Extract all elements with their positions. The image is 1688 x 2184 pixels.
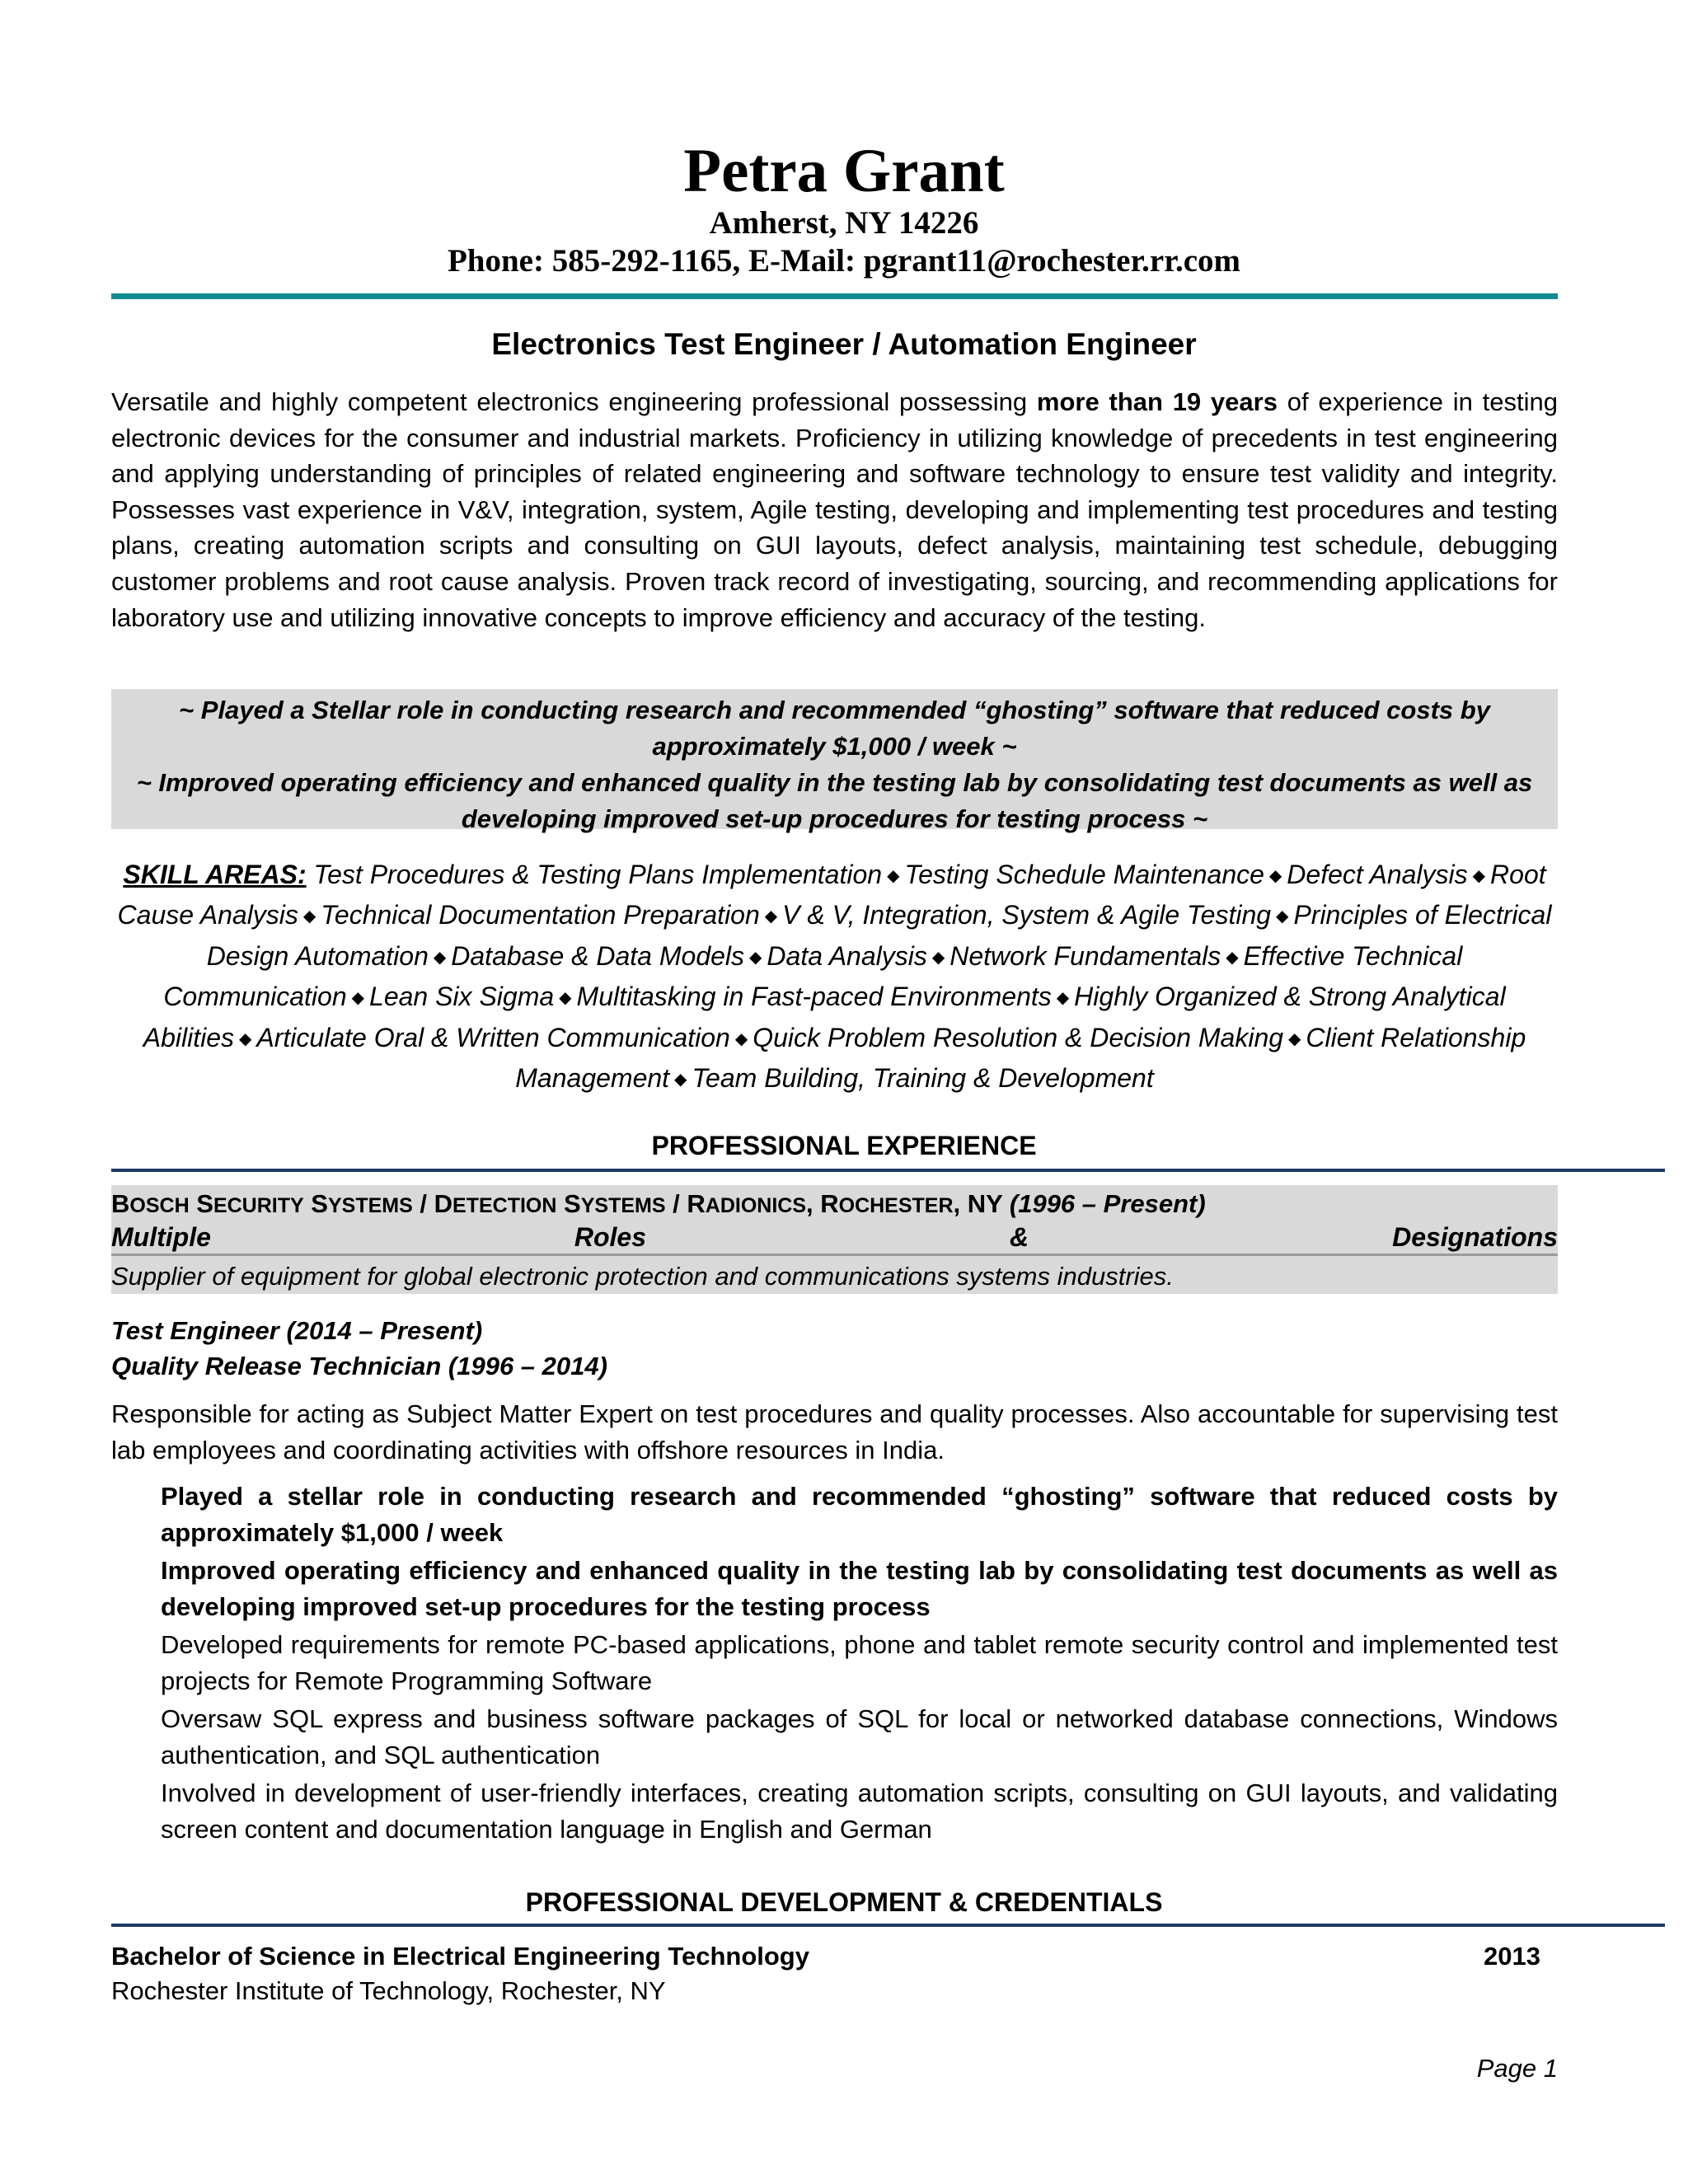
candidate-contact: Phone: 585-292-1165, E-Mail: pgrant11@rochester.rr.com [447, 243, 1241, 279]
skill-item: Highly Organized & Strong Analytical Abilities [143, 982, 1506, 1052]
skill-item: Multitasking in Fast-paced Environments [576, 982, 1052, 1012]
skill-item: Articulate Oral & Written Communication [256, 1022, 730, 1052]
employer-name: BOSCH SECURITY SYSTEMS / DETECTION SYSTEMS / RADIONICS, ROCHESTER, NY (1996 – Present) [111, 1189, 1206, 1218]
bullet-icon [111, 1775, 161, 1847]
page-number: Page 1 [1476, 2054, 1558, 2083]
bullet-icon [111, 1627, 161, 1699]
diamond-bullet-icon: ◆ [559, 989, 572, 1008]
diamond-bullet-icon: ◆ [764, 907, 778, 926]
bullet-icon [111, 1701, 161, 1773]
skill-areas-label: SKILL AREAS: [123, 860, 307, 889]
skill-item: Effective Technical Communication [163, 940, 1463, 1012]
school-name: Rochester Institute of Technology, Rochester, NY [111, 1976, 666, 2005]
diamond-bullet-icon: ◆ [674, 1071, 687, 1090]
skill-item: Technical Documentation Preparation [321, 900, 760, 930]
diamond-bullet-icon: ◆ [749, 948, 762, 967]
candidate-name: Petra Grant [683, 137, 1005, 205]
company-description: Supplier of equipment for global electronic protection and communications systems industries. [111, 1262, 1174, 1291]
achievement-item: Oversaw SQL express and business software packages of SQL for local or networked database connections, Windows authentication, and SQL authentication [111, 1701, 1558, 1773]
summary-text-end: of experience in testing electronic devices for the consumer and industrial markets. Proficiency in utilizing knowledge of precedents in test engineering and applying understanding of principles of related engineering and software technology to ensure test validity and integrity. Possesses vast experience in V&V, integration, system, Agile testing, developing and implementing test procedures and testing plans, creating automation scripts and consulting on GUI layouts, defect analysis, maintaining test schedule, debugging customer problems and root cause analysis. Proven track record of investigating, sourcing, and recommending applications for laboratory use and utilizing innovative concepts to improve efficiency and accuracy of the testing. [111, 387, 1558, 632]
skill-item: Quick Problem Resolution & Decision Making [753, 1022, 1284, 1052]
role-title: Test Engineer (2014 – Present) [111, 1316, 483, 1345]
skill-item: Database & Data Models [451, 940, 745, 971]
skill-item: Testing Schedule Maintenance [904, 860, 1264, 889]
degree-year: 2013 [1484, 1942, 1540, 1971]
achievement-item: Developed requirements for remote PC-based applications, phone and tablet remote security control and implemented test projects for Remote Programming Software [111, 1627, 1558, 1699]
education-divider [111, 1924, 1665, 1927]
diamond-bullet-icon: ◆ [1268, 867, 1282, 885]
summary-paragraph [111, 384, 1558, 635]
bullet-icon [111, 1553, 161, 1624]
skill-item: Team Building, Training & Development [692, 1063, 1154, 1094]
roles-line: Multiple Roles & Designations [111, 1222, 1558, 1252]
diamond-bullet-icon: ◆ [433, 948, 447, 967]
skill-areas [111, 855, 1558, 1099]
skill-item: Principles of Electrical Design Automation [206, 900, 1552, 971]
summary-emphasis: more than 19 years [1036, 387, 1278, 416]
highlight-item: ~ Played a Stellar role in conducting research and recommended “ghosting” software that reduced costs by approximately $1,000 / week ~ [179, 696, 1490, 761]
experience-heading: PROFESSIONAL EXPERIENCE [651, 1131, 1037, 1160]
diamond-bullet-icon: ◆ [239, 1029, 252, 1048]
skill-item: Network Fundamentals [950, 940, 1221, 971]
responsibility-paragraph: Responsible for acting as Subject Matter Expert on test procedures and quality processes. Also accountable for supervising test lab employees and coordinating activities with offshore resources in India. [111, 1399, 1558, 1465]
skill-item: Root Cause Analysis [117, 860, 1546, 930]
diamond-bullet-icon: ◆ [931, 948, 945, 967]
diamond-bullet-icon: ◆ [302, 907, 316, 926]
diamond-bullet-icon: ◆ [1276, 907, 1289, 926]
diamond-bullet-icon: ◆ [1288, 1029, 1301, 1048]
diamond-bullet-icon: ◆ [351, 989, 365, 1008]
degree-title: Bachelor of Science in Electrical Engineering Technology [111, 1942, 809, 1971]
bullet-icon [111, 1479, 161, 1550]
headline: Electronics Test Engineer / Automation Engineer [491, 327, 1197, 361]
achievement-item: Improved operating efficiency and enhanced quality in the testing lab by consolidating test documents as well as developing improved set-up procedures for the testing process [111, 1553, 1558, 1624]
skill-item: Client Relationship Management [515, 1022, 1526, 1094]
header-divider [111, 293, 1558, 299]
skill-item: V & V, Integration, System & Agile Testing [782, 900, 1272, 930]
skill-item: Lean Six Sigma [369, 982, 555, 1012]
skill-item: Defect Analysis [1287, 860, 1468, 889]
diamond-bullet-icon: ◆ [1056, 989, 1070, 1008]
education-heading: PROFESSIONAL DEVELOPMENT & CREDENTIALS [525, 1887, 1163, 1917]
achievement-item: Involved in development of user-friendly interfaces, creating automation scripts, consulting on GUI layouts, and validating screen content and documentation language in English and German [111, 1775, 1558, 1847]
role-title: Quality Release Technician (1996 – 2014) [111, 1352, 607, 1380]
diamond-bullet-icon: ◆ [887, 867, 900, 885]
diamond-bullet-icon: ◆ [734, 1029, 748, 1048]
candidate-address: Amherst, NY 14226 [709, 205, 979, 241]
skill-item: Data Analysis [767, 940, 927, 971]
experience-divider [111, 1169, 1665, 1172]
employer-separator [111, 1254, 1558, 1256]
skill-item: Test Procedures & Testing Plans Implementation [313, 860, 883, 889]
diamond-bullet-icon: ◆ [1472, 867, 1486, 885]
achievement-item: Played a stellar role in conducting research and recommended “ghosting” software that reduced costs by approximately $1,000 / week [111, 1479, 1558, 1550]
diamond-bullet-icon: ◆ [1226, 948, 1239, 967]
employment-dates: (1996 – Present) [1009, 1189, 1206, 1218]
highlight-item: ~ Improved operating efficiency and enhanced quality in the testing lab by consolidating test documents as well as developing improved set-up procedures for testing process ~ [136, 768, 1533, 833]
summary-text-start: Versatile and highly competent electronics engineering professional possessing [111, 387, 1037, 416]
